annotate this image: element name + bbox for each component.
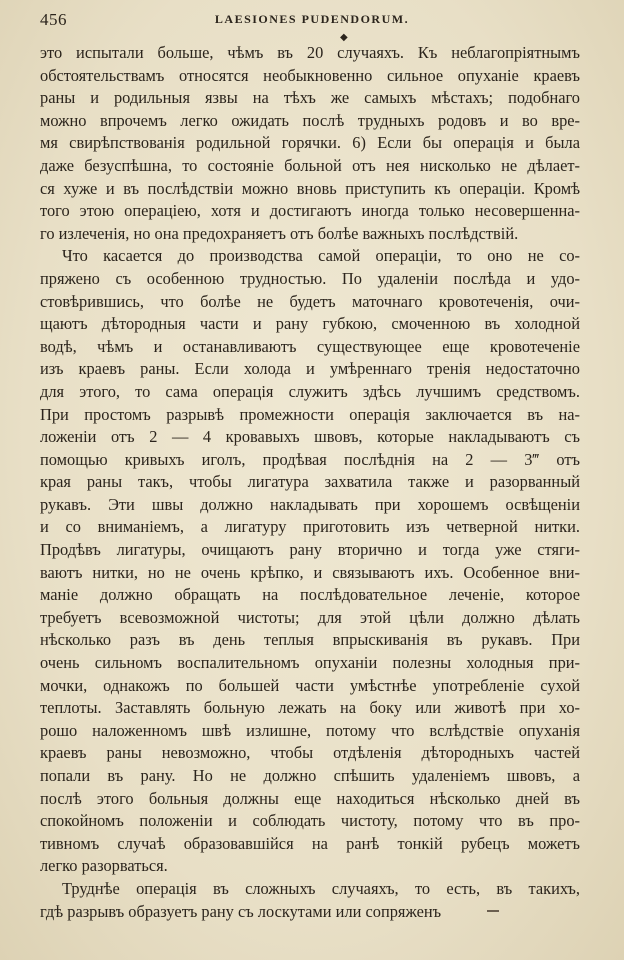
text-line: рукавъ. Эти швы должно накладывать при хорошемъ освѣщеніи <box>40 494 580 514</box>
text-line: мя свирѣпствованія родильной горячки. 6) Если бы операція и была <box>40 133 580 153</box>
text-line: даже безуспѣшна, то состояніе больной отъ нея нисколько не дѣлает- <box>40 155 580 175</box>
text-line: попали въ рану. Но не должно спѣшить удаленіемъ швовъ, а <box>40 766 580 785</box>
text-line: это испытали больше, чѣмъ въ 20 случаяхъ. Къ неблагопріятнымъ <box>40 43 580 62</box>
text-line: послѣ этого больныя должны еще находиться нѣсколько дней въ <box>40 788 580 808</box>
text-line: ваютъ нитки, но не очень крѣпко, и связываютъ ихъ. Особенное вни- <box>40 562 580 582</box>
text-line: стовѣрившись, что болѣе не будетъ маточнаго кровотеченія, очи- <box>40 291 580 311</box>
running-head: LAESIONES PUDENDORUM. <box>214 12 410 26</box>
text-line: гдѣ разрывъ образуетъ рану съ лоскутами или сопряженъ <box>40 901 442 921</box>
text-line: рошо наложенномъ швѣ излишне, потому что вслѣдствіе опуханія <box>40 720 580 740</box>
text-line: пряжено съ особенною трудностью. По удаленіи послѣда и удо- <box>40 268 580 288</box>
text-line: ложеніи отъ 2 — 4 кровавыхъ швовъ, которые накладываютъ съ <box>40 427 580 447</box>
body-text <box>40 42 580 923</box>
text-line: тивномъ случаѣ образовавшійся на ранѣ тонкій рубецъ можетъ <box>40 833 580 853</box>
text-line: раны и родильныя язвы на тѣхъ же самыхъ мѣстахъ; подобнаго <box>40 88 580 108</box>
text-line: помощью кривыхъ иголъ, продѣвая послѣднія на 2 — 3‴ отъ <box>40 449 580 469</box>
text-line: края раны такъ, чтобы лигатура захватила также и разорванный <box>40 472 580 492</box>
text-line: щаютъ дѣтородныя части и рану губкою, смоченною въ холодной <box>40 314 580 334</box>
text-line: ся хуже и въ послѣдствіи можно вновь приступить къ операціи. Кромѣ <box>40 178 580 198</box>
text-line: маніе должно обращать на послѣдовательное леченіе, которое <box>40 585 580 605</box>
text-line: При простомъ разрывѣ промежности операція заключается въ на- <box>40 404 580 424</box>
footer-dash <box>487 910 499 912</box>
text-line: го излеченія, но она предохраняетъ отъ болѣе важныхъ послѣдствій. <box>40 223 519 243</box>
text-line: изъ краевъ раны. Если холода и умѣреннаго тренія недостаточно <box>40 359 580 379</box>
text-line: спокойномъ положеніи и соблюдать чистоту, потому что въ про- <box>40 811 580 831</box>
text-line: краевъ раны невозможно, чтобы отдѣленія дѣтородныхъ частей <box>40 743 580 763</box>
text-line: очень сильномъ воспалительномъ опуханіи полезны холодныя при- <box>40 653 580 673</box>
text-line: для этого, то сама операція служитъ здѣсь лучшимъ средствомъ. <box>40 381 580 401</box>
text-line: Труднѣе операція въ сложныхъ случаяхъ, то есть, въ такихъ, <box>62 878 580 898</box>
text-line: и со вниманіемъ, а лигатуру приготовить изъ четверной нитки. <box>40 517 580 537</box>
text-line: Что касается до производства самой операціи, то оно не со- <box>62 246 580 266</box>
text-line: нѣсколько разъ въ день теплыя впрыскиванія въ рукавъ. При <box>40 630 580 650</box>
text-line: легко разорваться. <box>40 856 168 876</box>
text-line: того этою операціею, хотя и достигаютъ иногда только несовершенна- <box>40 201 580 221</box>
text-line: мочки, однакожъ по большей части умѣстнѣе употребленіе сухой <box>40 675 580 695</box>
text-line: требуетъ всевозможной чистоты; для этой цѣли должно дѣлать <box>40 607 580 627</box>
text-line: теплоты. Заставлять больную лежать на боку или животѣ при хо- <box>40 698 580 718</box>
text-line: Продѣвъ лигатуры, очищаютъ рану вторично и тогда уже стяги- <box>40 540 580 560</box>
page-number: 456 <box>40 10 67 29</box>
page-header <box>40 10 584 43</box>
text-line: можно впрочемъ легко ожидать послѣ трудныхъ родовъ и во вре- <box>40 110 580 130</box>
text-line: обстоятельствамъ относятся необыкновенно сильное опуханіе краевъ <box>40 65 580 85</box>
text-line: водѣ, чѣмъ и останавливаютъ существующее еще кровотеченіе <box>40 336 580 356</box>
ornament-mark: ◆ <box>340 32 348 43</box>
